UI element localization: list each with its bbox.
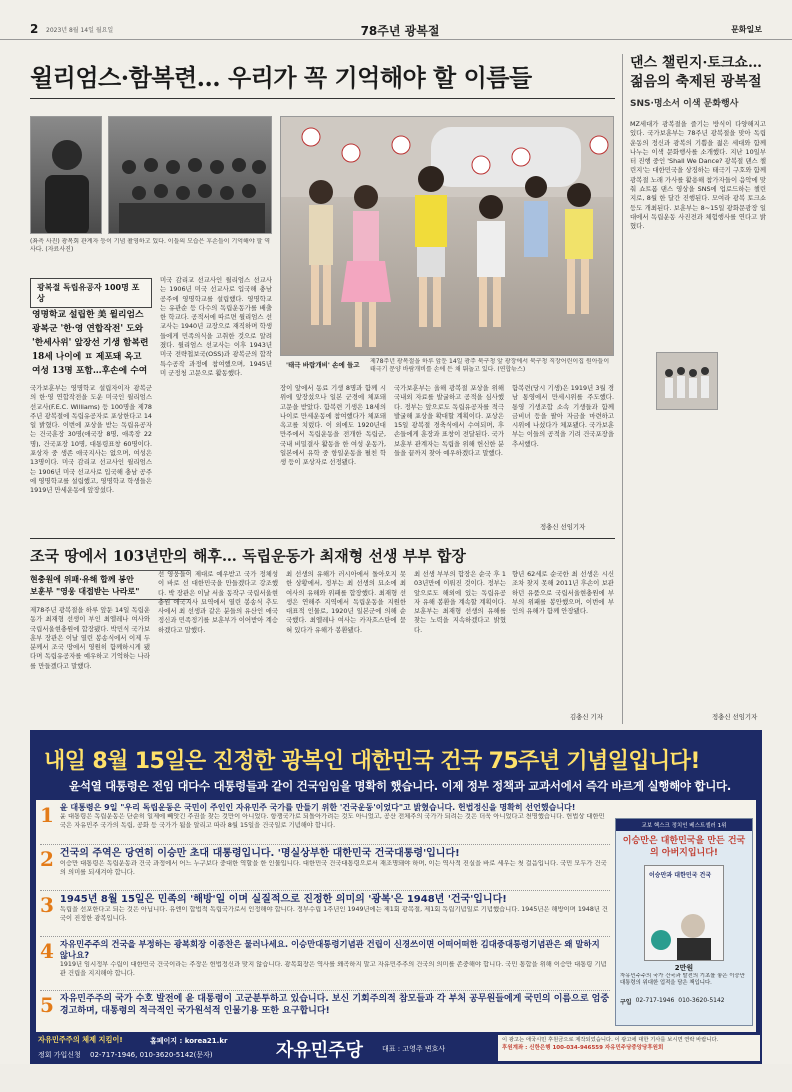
center-photo-label: '태극 바람개비' 손에 들고 [286, 361, 360, 369]
issue-date: 2023년 8월 14일 월요일 [46, 27, 114, 34]
left-caption-credit: (자료사진) [45, 246, 74, 253]
book-phone-2: 010-3620-5142 [678, 997, 725, 1004]
main-col-3: 장이 앞에서 동료 기생 8명과 함께 시위에 앞장섰으나 일본 군경에 체포돼 고문을 받았다. 함복련 기생은 18세의 나이로 만세운동에 참여했다가 체포돼 옥고를 치렀다. 이 외에도 1920년대 만주에서 독립운동을 전개한 독립군, 국내 비밀결사 활동을 한 여성 운동가, 일본에서 유학 중 항일운동을 펼친 학생 등이 포상자로 선정됐다. [280, 384, 386, 467]
party-representative: 대표 : 고영주 변호사 [382, 1045, 446, 1053]
center-caption-credit: (연합뉴스) [497, 366, 526, 373]
center-photo-caption [370, 358, 614, 378]
main-col-1: 국가보훈부는 영명학교 설립자이자 광복군의 한·영 연합작전을 도운 미국인 윌리엄스 선교사(F.E.C. Williams) 등 100명을 제78주년 광복절에 독립유공자로 포상한다고 14일 밝혔다. 이번에 포상을 받는 독립유공자는 건국훈장 30명(애국장 8명, 애족장 22명), 건국포장 10명, 대통령표창 60명이다. 포상자 중 생존 애국지사는 없으며, 여성은 13명이다. 미국 감리교 선교사인 윌리엄스는 1906년 미국 선교사로 입국해 충남 공주에 영명학교를 설립했고, 영명학교 학생들은 1919년 만세운동에 앞장섰다. [30, 384, 152, 495]
book-phone-1: 02-717-1946 [635, 997, 675, 1004]
second-story-rule [30, 538, 615, 539]
ad-item-1-body: 윤 대통령은 독립운동은 단순히 일제에 빼앗긴 주권을 찾는 것만이 아니었다. 항쟁국가로 되돌아가려는 것도 아니었고, 공산 전체주의 국가가 되려는 것은 더욱 아니었다고 천명했습니다. 헌법상 대한민국은 자유민주 국가의 독립, 공화 등 국가가 됨을 알리고 따라 8월 15일을 건국일로 기념해야 합니다. [59, 813, 605, 829]
ad-item-5 [40, 993, 610, 1029]
second-headline: 조국 땅에서 103년만의 해후… 독립운동가 최재형 선생 부부 합장 [30, 547, 466, 565]
main-byline: 정충신 선임기자 [540, 523, 586, 531]
portrait-photo [30, 116, 102, 234]
portrait-figure-icon [31, 117, 102, 234]
book-promo [615, 818, 753, 1026]
book-name: 이승만과 대한민국 건국 [649, 872, 712, 879]
ad-item-2-head: 건국의 주역은 당연히 이승만 초대 대통령입니다. '명실상부한 대한민국 건국대통령'입니다! [59, 848, 460, 859]
right-byline: 정충신 선임기자 [712, 713, 758, 721]
publication-name: 문화일보 [731, 25, 762, 34]
children-pinwheel-photo [280, 116, 614, 356]
group-photo [108, 116, 272, 234]
ad-item-3-number: 3 [40, 893, 54, 917]
ad-account: 후원계좌 : 신한은행 100-034-946559 자유민주당중앙당후원회 [502, 1045, 664, 1051]
ad-phone: 02-717-1946, 010-3620-5142(문자) [90, 1051, 213, 1059]
main-col-2: 미국 감리교 선교사인 윌리엄스 선교사는 1906년 미국 선교사로 입국해 충남 공주에 영명학교를 설립했다. 영명학교는 유관순 등 다수의 독립운동가를 배출한 학교다. 공적서에 따르면 윌리엄스 선교사는 1940년 교장으로 재직하며 학생들에게 민족의식을 고취한 것으로 알려졌다. 윌리엄스 선교사는 이후 1943년 미국 전략첩보국(OSS)과 광복군의 합작 특수공작 과정에 참여했으며, 1945년 미 군정청 고문으로 활동했다. [160, 276, 272, 377]
second-col-3: 최 선생의 유해가 러시아에서 돌아오지 못한 상황에서, 정부는 최 선생의 묘소에 최 여사의 유해와 위패를 합장했다. 최재형 선생은 연해주 지역에서 독립운동을 지원한 대표적 인물로, 1920년 일본군에 의해 순국했다. 최엘레나 여사는 카자흐스탄에 묻혀 있다가 유해가 봉환됐다. [286, 570, 406, 634]
book-portrait-icon [645, 900, 725, 960]
book-order-info [616, 995, 752, 1008]
book-bestseller-label: 교보 핵스크 정치인 베스트셀러 1위 [616, 819, 752, 831]
ad-subtitle: 윤석열 대통령은 전임 대다수 대통령들과 같이 건국임임을 명확히 했습니다. 이제 정부 정책과 교과서에서 즉각 바르게 실행해야 합니다. [69, 779, 731, 793]
right-body-top: MZ세대가 광복절을 즐기는 방식이 다양해지고 있다. 국가보훈부는 78주년 광복절을 맞아 독립운동의 정신과 광복의 기쁨을 젊은 세대와 함께 나누는 이색 문화행사를 소개했다. 지난 10일부터 진행 중인 'Shall We Dance? 광복절 댄스 챌린지'는 대한민국을 상징하는 태극기 구호와 함께 광복절 노래 가사를 활용해 참가자들이 음악에 맞춰 쇼트폼 댄스 영상을 SNS에 업로드하는 챌린지로, 8월 한 달간 진행된다. 모여라 광복 토크쇼 등도 개최된다. 보훈부는 8~15일 광화문광장 일대에서 독립운동 사진전과 체험행사를 연다고 밝혔다. [630, 120, 766, 231]
section-name: 78주년 광복절 [360, 24, 440, 38]
group-figures-icon [109, 117, 272, 234]
right-subhead: SNS·명소서 이색 문화행사 [630, 99, 739, 109]
subhead-3: '한세사위' 앞장선 기생 함복련 [32, 338, 149, 348]
ad-item-3-body: 독립을 선포한다고 되는 것은 아닙니다. 유엔이 합법적 독립국가로서 인정해야 합니다. 정부수립 1주년인 1949년에는 제1회 광복절, 제1회 독립기념일로 기념했습니다. 1945년은 해방이며 1948년 건국이 진정한 광복입니다. [59, 906, 609, 922]
right-column-divider [622, 54, 623, 724]
ad-item-5-number: 5 [40, 993, 54, 1017]
ad-membership: 정회 가입신청 [38, 1051, 81, 1059]
book-cover [644, 865, 724, 961]
ad-item-4-number: 4 [40, 939, 54, 963]
right-dance-photo [656, 352, 718, 410]
right-headline: 댄스 챌린지·토크쇼… 젊음의 축제된 광복절 [630, 55, 762, 90]
second-col-4: 최 선생 부부의 합장은 순국 후 103년만에 이뤄진 것이다. 정부는 앞으로도 해외에 있는 독립유공자 유해 봉환을 계속할 계획이다. 보훈부는 최재형 선생의 유해를 찾는 노력을 지속하겠다고 밝혔다. [414, 570, 506, 634]
ad-item-4-head: 자유민주주의 건국을 부정하는 광복회장 이종찬은 물러나세요. 이승만대통령기념관 건립이 신경쓰이면 어떠어떠한 김대중대통령기념관은 왜 말하지 않나요? [59, 939, 600, 960]
ad-item-1-number: 1 [40, 803, 54, 827]
second-col-1: 제78주년 광복절을 하루 앞둔 14일 독립운동가 최재형 선생이 부인 최엘레나 여사와 국립서울현충원에 합장됐다. 박민식 국가보훈부 장관은 이날 열린 봉송식에서 이제 두 분께서 조국 땅에서 영원히 함께하시게 됐다며 독립유공자를 예우하고 기억하는 나라를 만들겠다고 말했다. [30, 606, 150, 670]
ad-donation-note: 이 광고는 애국시민 후원금으로 제작되었습니다. 이 광고에 대한 기사를 보시면 연락 바랍니다. [502, 1037, 719, 1043]
ad-item-3 [40, 893, 610, 937]
ad-homepage: 홈페이지 : korea21.kr [150, 1037, 228, 1045]
page-number: 2 [30, 22, 39, 36]
ad-item-5-head: 자유민주주의 국가 수호 발전에 윤 대통령이 고군분투하고 있습니다. 보신 기회주의적 참모들과 각 부처 공무원들에게 국민의 이름으로 엄중 경고하며, 대통령의 적극적인 국가원석적 인물기용 또한 요구합니다! [59, 994, 610, 1016]
ad-item-4 [40, 939, 610, 991]
ad-slogan: 자유민주주의 체제 지킴이! [38, 1035, 123, 1044]
left-caption-text: (좌측 사진) 광복회 관계자 등이 기념 촬영하고 있다. 이들의 모습은 후손들이 기억해야 할 역사다. [30, 238, 271, 253]
book-promo-title: 이승만은 대한민국을 만든 건국의 아버지입니다! [622, 836, 746, 858]
subhead-2: 광복군 '한·영 연합작전' 도와 [32, 324, 144, 334]
children-running-icon [281, 117, 614, 356]
main-col-5: 함복련(당시 기생)은 1919년 3월 경남 통영에서 만세시위를 주도했다. 통영 기생조합 소속 기생들과 함께 금비녀 등을 팔아 자금을 마련하고 시위에 나섰다가 체포됐다. 국가보훈부는 이들의 공적을 기려 건국포장을 추서했다. [512, 384, 614, 448]
book-price: 2만원 [674, 964, 694, 972]
second-col-5: 향년 62세로 순국한 최 선생은 시신조차 찾지 못해 2011년 후손이 보관하던 유품으로 국립서울현충원에 부부의 위패를 봉안했으며, 이번에 부인의 유해가 함께 안장됐다. [512, 570, 614, 616]
ad-item-3-head: 1945년 8월 15일은 민족의 '해방'일 이며 실질적으로 진정한 의미의 '광복'은 1948년 '건국'입니다! [59, 894, 507, 905]
dancers-icon [657, 353, 718, 410]
ad-donation-box [498, 1035, 760, 1061]
ad-item-2-number: 2 [40, 847, 54, 871]
party-name: 자유민주당 [276, 1040, 363, 1061]
book-order-label: 구입 [620, 999, 632, 1006]
left-photo-caption [30, 238, 272, 256]
page-bottom-margin [0, 1064, 792, 1092]
second-subhead-1: 현충원에 위패·유해 합께 봉안 [30, 574, 134, 584]
headline-rule [30, 98, 615, 99]
main-subheads [32, 308, 152, 378]
second-byline: 김충신 기자 [570, 713, 603, 721]
ad-item-4-body: 1919년 임시정부 수립이 대한민국 건국이라는 주장은 헌법정신과 맞지 않습니다. 광복회장은 역사를 왜곡하지 말고 자유민주주의 건국의 의미를 존중해야 합니다. 국민 통합을 위해 이승만 대통령 기념관 건립을 지지해야 합니다. [59, 961, 607, 977]
subhead-1: 영명학교 설립한 美 윌리엄스 [32, 310, 144, 320]
ad-item-list [40, 803, 610, 1029]
center-caption-text: 제78주년 광복절을 하루 앞둔 14일 광주 북구청 앞 광장에서 북구청 직장어린이집 원아들이 태극기 문양 바람개비를 손에 든 채 뛰놀고 있다. [370, 358, 610, 373]
ad-item-2-body: 이승만 대통령은 독립운동과 건국 과정에서 어느 누구보다 중대한 역할을 한 인물입니다. 대한민국 건국대통령으로서 재조명돼야 하며, 이는 역사적 진실을 바로 세우는 첫 걸음입니다. 국민 모두가 건국의 의미를 되새겨야 합니다. [59, 860, 607, 876]
ad-item-1-head: 윤 대통령은 9일 "우리 독립운동은 국민이 주인인 자유민주 국가를 만들기 위한 '건국운동'이었다"고 밝혔습니다. 헌법정신을 명확히 선언했습니다! [59, 803, 576, 812]
subhead-5: 여성 13명 포함…후손에 수여 [32, 366, 148, 376]
main-col-4: 국가보훈부는 올해 광복절 포상을 위해 국내외 자료를 발굴하고 공적을 심사했다. 정부는 앞으로도 독립유공자를 적극 발굴해 포상을 확대할 계획이다. 포상은 15일 광복절 경축식에서 수여되며, 후손들에게 훈장과 표창이 전달된다. 국가보훈부 관계자는 독립을 위해 헌신한 분들을 끝까지 찾아 예우하겠다고 말했다. [394, 384, 504, 458]
ad-title: 내일 8월 15일은 진정한 광복인 대한민국 건국 75주년 기념일입니다! [44, 749, 700, 774]
book-note: 자유민주주의 국가 건국과 발전의 기초를 놓은 이승만 대통령의 위대한 업적을 담은 책입니다. [620, 973, 745, 986]
award-box-label: 광복절 독립유공자 100명 포상 [30, 278, 152, 308]
second-subhead-2: 보훈부 "영웅 대접받는 나라로" [30, 586, 140, 596]
second-col-2: 선 영웅들이 제대로 예우받고 국가 정체성이 바로 선 대한민국을 만들겠다고 강조했다. 박 장관은 이날 서울 동작구 국립서울현충원 애국지사 묘역에서 열린 봉송식 추도사에서 최 선생과 같은 분들의 유산인 애국정신과 민족정기를 보훈부가 이어받아 계승하겠다고 말했다. [158, 570, 278, 634]
subhead-4: 18세 나이에 ㅍ 제포돼 옥고 [32, 352, 142, 362]
ad-item-1 [40, 803, 610, 845]
main-headline: 윌리엄스·함복련… 우리가 꼭 기억해야 할 이름들 [30, 63, 532, 92]
ad-item-2 [40, 847, 610, 891]
